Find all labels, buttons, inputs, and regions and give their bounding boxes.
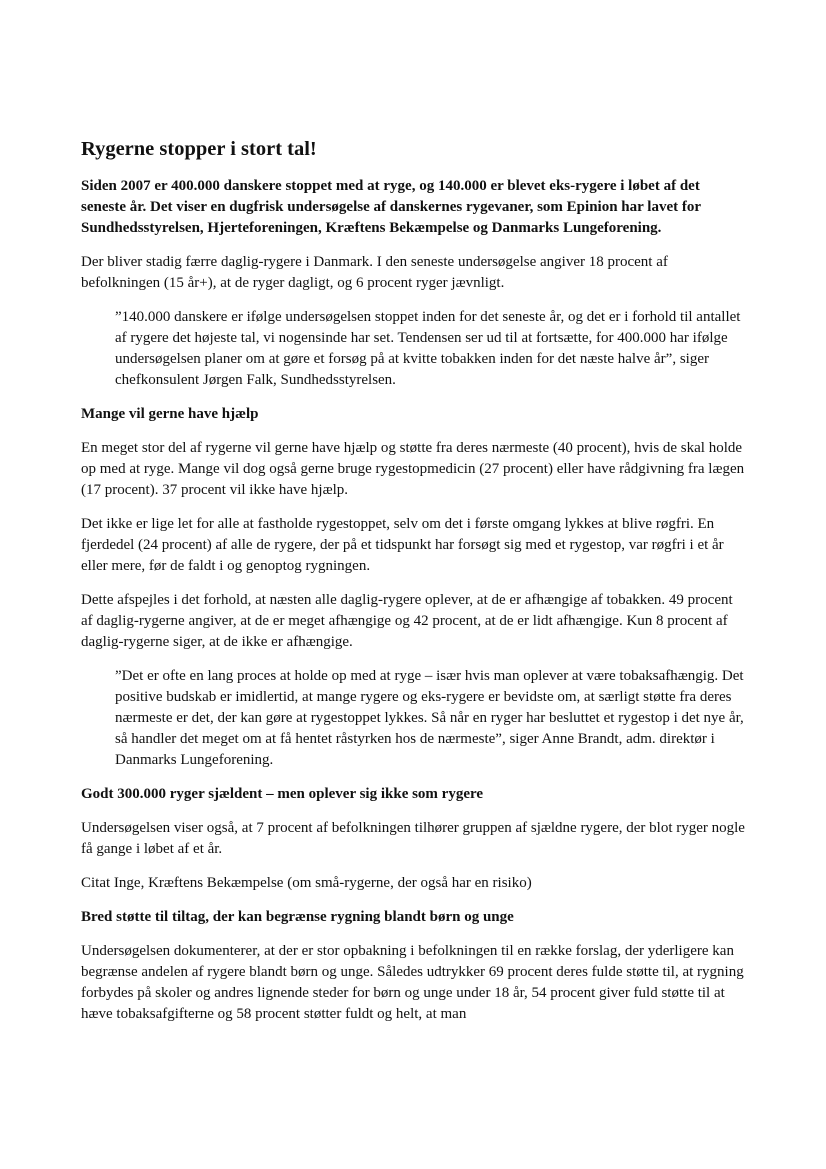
body-paragraph: Dette afspejles i det forhold, at næsten alle daglig-rygere oplever, at de er afhængige af tobakken. 49 procent af daglig-rygerne angiver, at de er meget afhængige og 42 procent, at de er lidt afhængige. Kun 8 procent af daglig-rygerne siger, at de ikke er afhængige. bbox=[81, 592, 733, 650]
section-heading-help: Mange vil gerne have hjælp bbox=[81, 406, 259, 422]
body-paragraph: Der bliver stadig færre daglig-rygere i Danmark. I den seneste undersøgelse angiver 18 procent af befolkningen (15 år+), at de ryger dagligt, og 6 procent ryger jævnligt. bbox=[81, 254, 668, 291]
pull-quote-joergen-falk: ”140.000 danskere er ifølge undersøgelsen stoppet inden for det seneste år, og det er i forhold til antallet af rygere det højeste tal, vi nogensinde har set. Tendensen ser ud til at fortsætte, for 400.000 har ifølge undersøgelsen planer om at gøre et forsøg på at kvitte tobakken inden for det næste halve år”, siger chefkonsulent Jørgen Falk, Sundhedsstyrelsen. bbox=[115, 309, 741, 388]
body-paragraph: Undersøgelsen viser også, at 7 procent af befolkningen tilhører gruppen af sjældne rygere, der blot ryger nogle få gange i løbet af et år. bbox=[81, 820, 745, 857]
body-paragraph: En meget stor del af rygerne vil gerne have hjælp og støtte fra deres nærmeste (40 procent), hvis de skal holde op med at ryge. Mange vil dog også gerne bruge rygestopmedicin (27 procent) eller have rådgivning fra lægen (17 procent). 37 procent vil ikke have hjælp. bbox=[81, 440, 745, 498]
document-title: Rygerne stopper i stort tal! bbox=[81, 138, 317, 160]
body-paragraph: Citat Inge, Kræftens Bekæmpelse (om små-rygerne, der også har en risiko) bbox=[81, 875, 532, 891]
body-paragraph: Undersøgelsen dokumenterer, at der er stor opbakning i befolkningen til en række forslag, der yderligere kan begrænse andelen af rygere blandt børn og unge. Således udtrykker 69 procent deres fulde støtte til, at rygning forbydes på skoler og andres lignende steder for børn og unge under 18 år, 54 procent giver fuld støtte til at hæve tobaksafgifterne og 58 procent støtter fuldt og helt, at man bbox=[81, 943, 744, 1022]
section-heading-rare-smokers: Godt 300.000 ryger sjældent – men oplever sig ikke som rygere bbox=[81, 786, 484, 802]
pull-quote-anne-brandt: ”Det er ofte en lang proces at holde op med at ryge – især hvis man oplever at være tobaksafhængig. Det positive budskab er imidlertid, at mange rygere og eks-rygere er bevidste om, at særligt støtte fra deres nærmeste er det, der kan gøre at rygestoppet lykkes. Så når en ryger har besluttet et rygestop i det nye år, så handler det meget om at få hentet råstyrken hos de nærmeste”, siger Anne Brandt, adm. direktør i Danmarks Lungeforening. bbox=[115, 668, 744, 768]
body-paragraph: Det ikke er lige let for alle at fastholde rygestoppet, selv om det i første omgang lykkes at blive røgfri. En fjerdedel (24 procent) af alle de rygere, der på et tidspunkt har forsøgt sig med et rygestop, var røgfri i et år eller mere, før de faldt i og genoptog rygningen. bbox=[81, 516, 724, 574]
lead-paragraph: Siden 2007 er 400.000 danskere stoppet med at ryge, og 140.000 er blevet eks-rygere i løbet af det seneste år. Det viser en dugfrisk undersøgelse af danskernes rygevaner, som Epinion har lavet for Sundhedsstyrelsen, Hjerteforeningen, Kræftens Bekæmpelse og Danmarks Lungeforening. bbox=[81, 178, 701, 236]
section-heading-youth-measures: Bred støtte til tiltag, der kan begrænse rygning blandt børn og unge bbox=[81, 909, 514, 925]
